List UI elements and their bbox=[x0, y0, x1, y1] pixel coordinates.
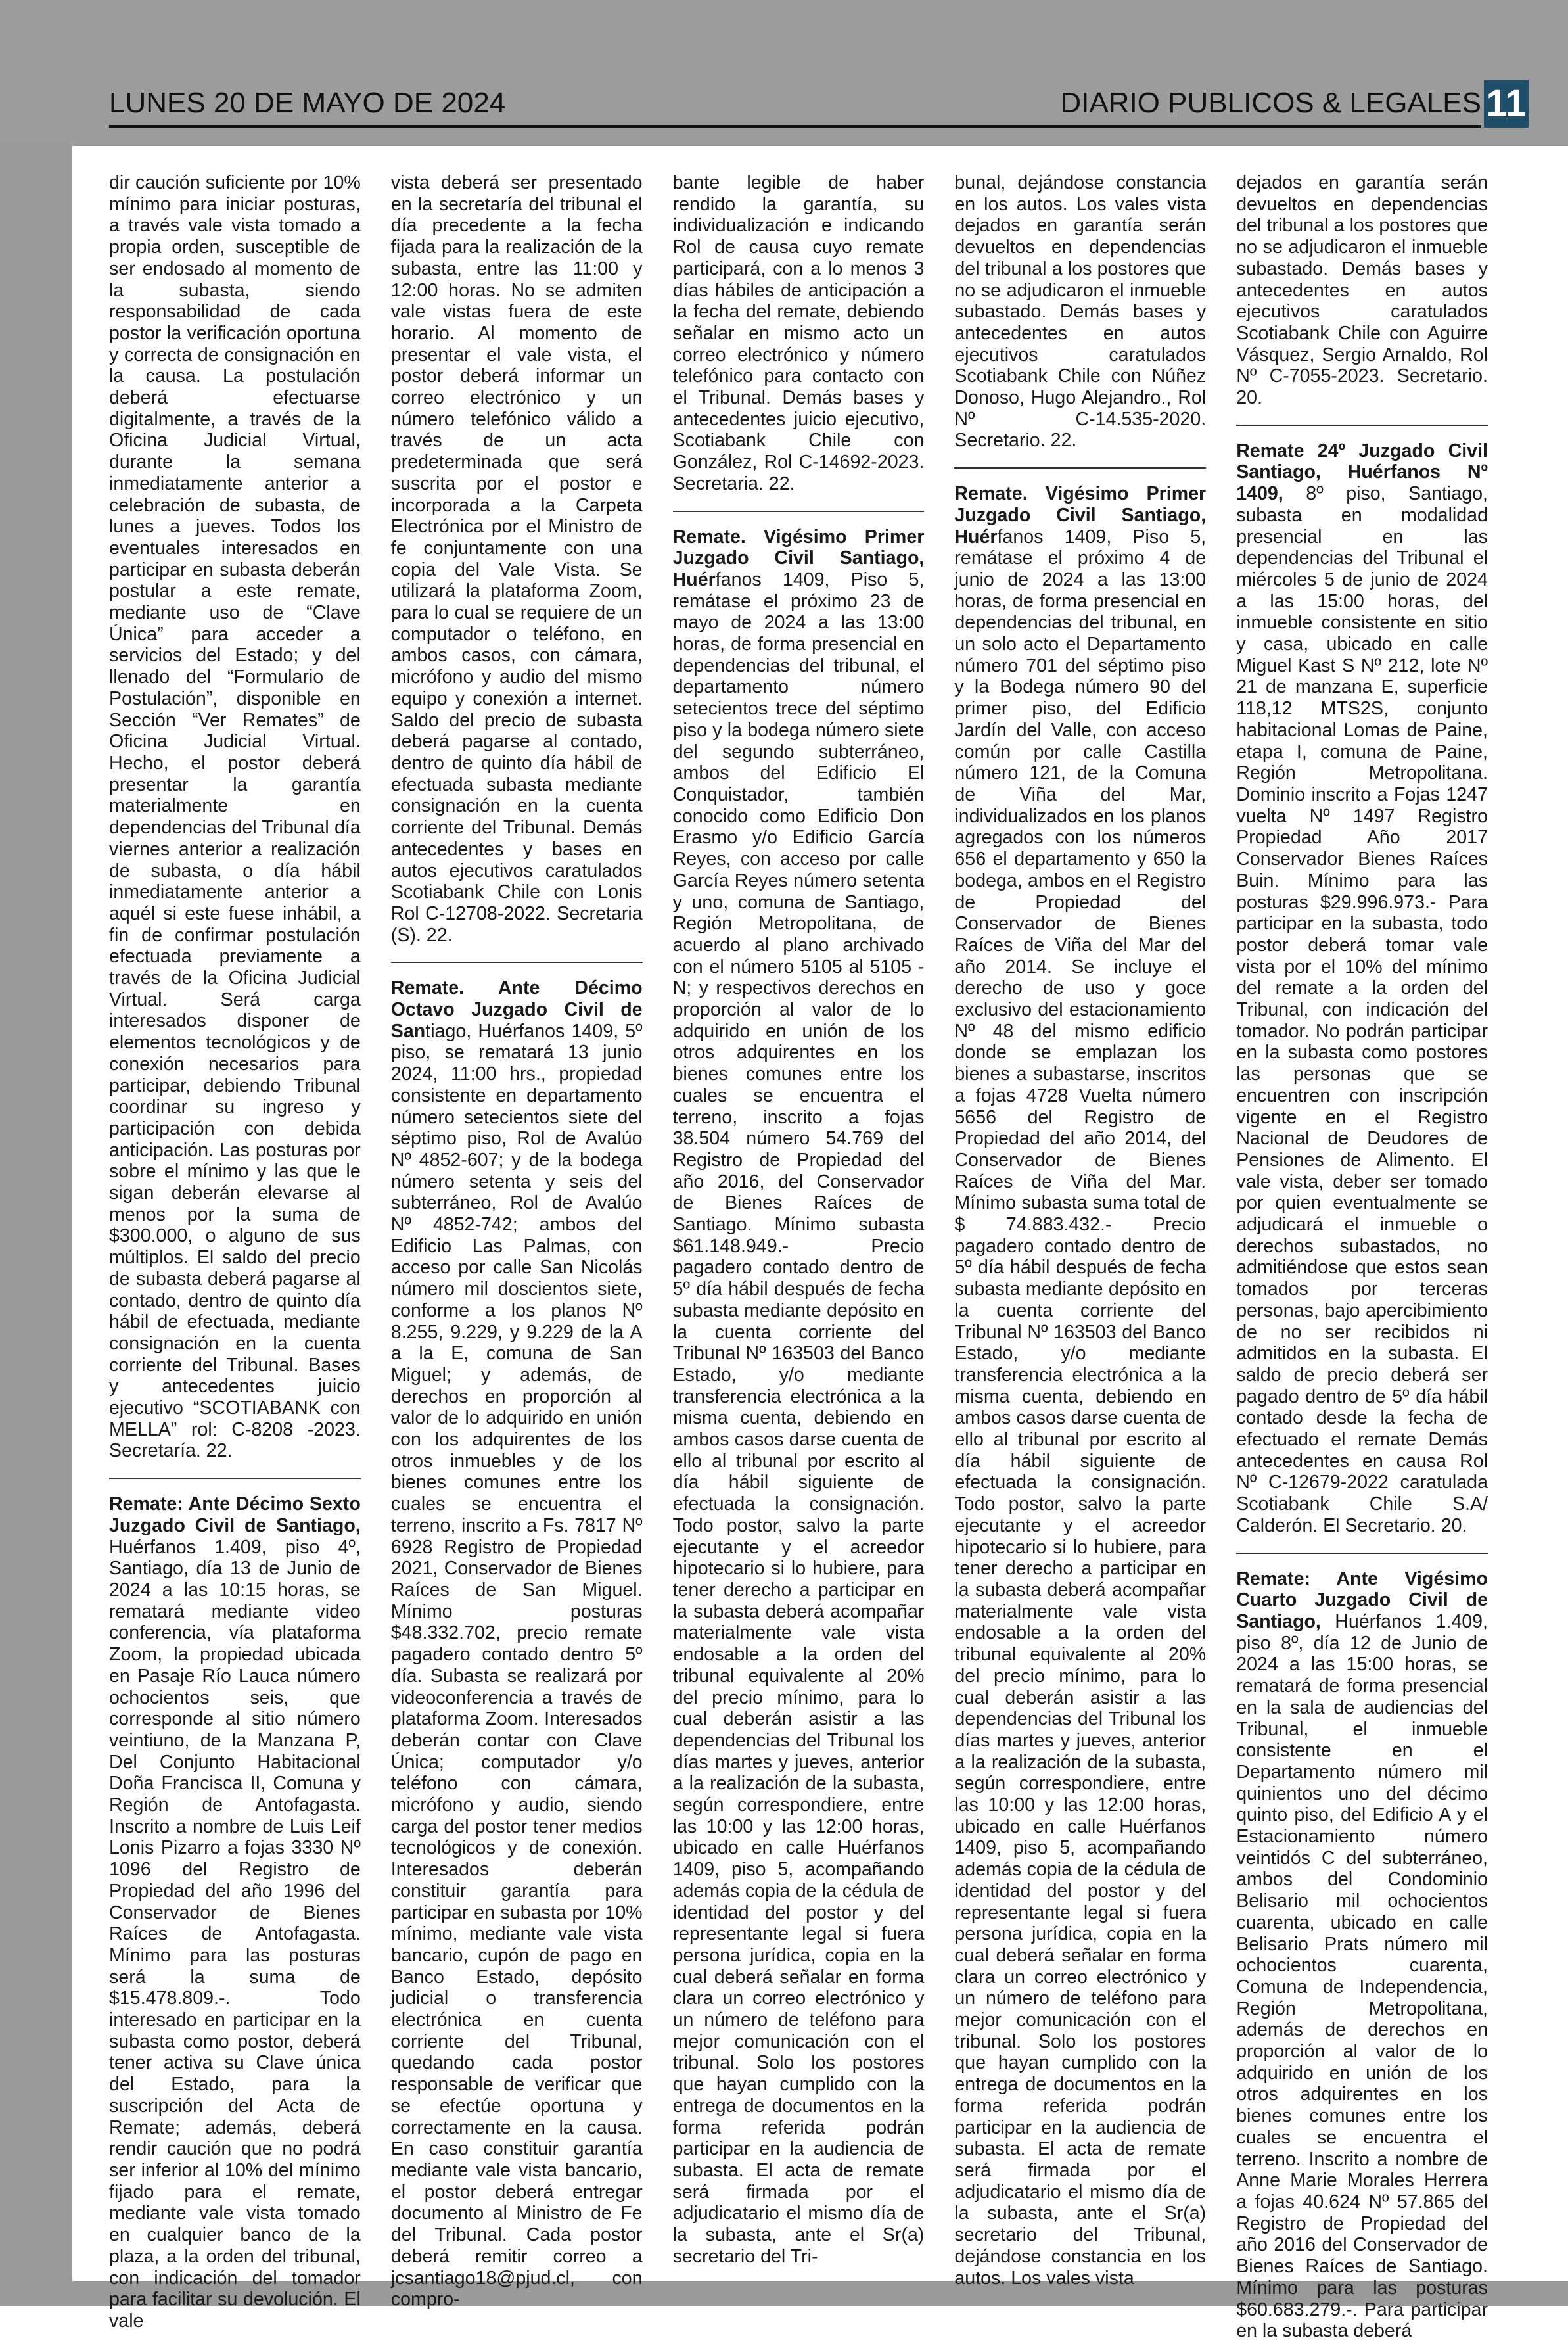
notice-separator bbox=[954, 467, 1206, 469]
notice-body: fanos 1409, Piso 5, remátase el próximo 23 de mayo de 2024 a las 13:00 horas, de forma presencial en dependencias del tribunal, el departamento número setecientos trece del séptimo piso y la bodega número siete del segundo subterráneo, ambos del Edificio El Conquistador, también conocido como Edificio Don Erasmo y/o Edificio García Reyes, con acceso por calle García Reyes número setenta y uno, comuna de Santiago, Región Metropolitana, de acuerdo al plano archivado con el número 5105 al 5105 - N; y respectivos derechos en proporción al valor de lo adquirido en unión de los otros adquirentes en los bienes comunes entre los cuales se encuentra el terreno, inscrito a fojas 38.504 número 54.769 del Registro de Propiedad del año 2016, del Conservador de Bienes Raíces de Santiago. Mínimo subasta $61.148.949.- Precio pagadero contado dentro de 5º día hábil después de fecha subasta mediante depósito en la cuenta corriente del Tribunal Nº 163503 del Banco Estado, y/o mediante transferencia electrónica a la misma cuenta, debiendo en ambos casos darse cuenta de ello al tribunal por escrito al día hábil siguiente de efectuada la consignación. Todo postor, salvo la parte ejecutante y el acreedor hipotecario si lo hubiere, para tener derecho a participar en la subasta deberá acompañar materialmente vale vista endosable a la orden del tribunal equivalente al 20% del precio mínimo, para lo cual deberán asistir a las dependencias del Tribunal los días martes y jueves, anterior a la realización de la subasta, según correspondiere, entre las 10:00 y las 12:00 horas, ubicado en calle Huérfanos 1409, piso 5, acompañando además copia de la cédula de identidad del postor y del representante legal si fuera persona jurídica, copia en la cual deberá señalar en forma clara un correo electrónico y un número de teléfono para mejor comunicación con el tribunal. Solo los postores que hayan cumplido con la entrega de documentos en la forma referida podrán participar en la audiencia de subasta. El acta de remate será firmada por el adjudicatario el mismo día de la subasta, ante el Sr(a) secretario del Tri- bbox=[672, 569, 925, 2267]
notice-body: bante legible de haber rendido la garantía, su individualización e indicando Rol de causa cuyo remate participará, con a lo menos 3 días hábiles de anticipación a la fecha del remate, debiendo señalar en mismo acto un correo electrónico y número telefónico para contacto con el Tribunal. Demás bases y antecedentes juicio ejecutivo, Scotiabank Chile con González, Rol C-14692-2023. Secretaria. 22. bbox=[672, 172, 925, 494]
notice-separator bbox=[1236, 1553, 1488, 1554]
notice-body: Huérfanos 1.409, piso 8º, día 12 de Junio de 2024 a las 15:00 horas, se rematará de forma presencial en la sala de audiencias del Tribunal, el inmueble consistente en el Departamento número mil quinientos uno del décimo quinto piso, del Edificio A y el Estacionamiento número veintidós C del subterráneo, ambos del Condominio Belisario mil ochocientos cuarenta, ubicado en calle Belisario Prats número mil ochocientos cuarenta, Comuna de Independencia, Región Metropolitana, además de derechos en proporción al valor de lo adquirido en unión de los otros adquirentes en los bienes comunes entre los cuales se encuentra el terreno. Inscrito a nombre de Anne Marie Morales Herrera a fojas 40.624 Nº 57.865 del Registro de Propiedad del año 2016 del Conservador de Bienes Raíces de Santiago. Mínimo para las posturas $60.683.279.-. Para participar en la subasta deberá bbox=[1236, 1611, 1488, 2342]
notice-lead: Remate 24º Juzgado Civil Santiago, Huérfanos Nº 1409, bbox=[1236, 440, 1488, 505]
notice-body: fanos 1409, Piso 5, remátase el próximo 4 de junio de 2024 a las 13:00 horas, de forma presencial en dependencias del tribunal, en un solo acto el Departamento número 701 del séptimo piso y la Bodega número 90 del primer piso, del Edificio Jardín del Valle, con acceso común por calle Castilla número 121, de la Comuna de Viña del Mar, individualizados en los planos agregados con los números 656 el departamento y 650 la bodega, ambos en el Registro de Propiedad del Conservador de Bienes Raíces de Viña del Mar del año 2014. Se incluye el derecho de uso y goce exclusivo del estacionamiento Nº 48 del mismo edificio donde se emplazan los bienes a subastarse, inscritos a fojas 4728 Vuelta número 5656 del Registro de Propiedad del año 2014, del Conservador de Bienes Raíces de Viña del Mar. Mínimo subasta suma total de $ 74.883.432.- Precio pagadero contado dentro de 5º día hábil después de fecha subasta mediante depósito en la cuenta corriente del Tribunal Nº 163503 del Banco Estado, y/o mediante transferencia electrónica a la misma cuenta, debiendo en ambos casos darse cuenta de ello al tribunal por escrito al día hábil siguiente de efectuada la consignación. Todo postor, salvo la parte ejecutante y el acreedor hipotecario si lo hubiere, para tener derecho a participar en la subasta deberá acompañar materialmente vale vista endosable a la orden del tribunal equivalente al 20% del precio mínimo, para lo cual deberán asistir a las dependencias del Tribunal los días martes y jueves, anterior a la realización de la subasta, según correspondiere, entre las 10:00 y las 12:00 horas, ubicado en calle Huérfanos 1409, piso 5, acompañando además copia de la cédula de identidad del postor y del representante legal si fuera persona jurídica, copia en la cual deberá señalar en forma clara un correo electrónico y un número de teléfono para mejor comunicación con el tribunal. Solo los postores que hayan cumplido con la entrega de documentos en la forma referida podrán participar en la audiencia de subasta. El acta de remate será firmada por el adjudicatario el mismo día de la subasta, ante el Sr(a) secretario del Tribunal, dejándose constancia en los autos. Los vales vista bbox=[954, 526, 1207, 2289]
legal-notice bbox=[1236, 440, 1488, 1537]
header-rule bbox=[109, 125, 1481, 128]
legal-notice bbox=[673, 527, 925, 2268]
legal-notice bbox=[954, 172, 1206, 452]
column-1 bbox=[109, 172, 361, 2331]
legal-notice bbox=[391, 977, 643, 2310]
legal-notice bbox=[954, 483, 1206, 2289]
notice-separator bbox=[391, 962, 643, 963]
notice-body: vista deberá ser presentado en la secretaría del tribunal el día precedente a la fecha fijada para la realización de la subasta, entre las 11:00 y 12:00 horas. No se admiten vale vistas fuera de este horario. Al momento de presentar el vale vista, el postor deberá informar un correo electrónico y un número telefónico válido a través de un acta predeterminada que será suscrita por el postor e incorporada a la Carpeta Electrónica por el Ministro de fe conjuntamente con una copia del Vale Vista. Se utilizará la plataforma Zoom, para lo cual se requiere de un computador o teléfono, en ambos casos, con cámara, micrófono y audio del mismo equipo y conexión a internet. Saldo del precio de subasta deberá pagarse al contado, dentro de quinto día hábil de efectuada subasta mediante consignación en la cuenta corriente del Tribunal. Demás antecedentes y bases en autos ejecutivos caratulados Scotiabank Chile con Lonis Rol C-12708-2022. Secretaria (S). 22. bbox=[390, 172, 643, 946]
columns-container bbox=[109, 172, 1488, 2342]
column-4 bbox=[954, 172, 1207, 2289]
notice-lead: Remate. Ante Décimo Octavo Juzgado Civil de San bbox=[390, 977, 643, 1042]
notice-body: tiago, Huérfanos 1409, 5º piso, se rematará 13 junio 2024, 11:00 hrs., propiedad consistente en departamento número setecientos siete del séptimo piso, Rol de Avalúo Nº 4852-607; y de la bodega número setenta y seis del subterráneo, Rol de Avalúo Nº 4852-742; ambos del Edificio Las Palmas, con acceso por calle San Nicolás número mil doscientos siete, conforme a los planos Nº 8.255, 9.229, y 9.229 de la A a la E, comuna de San Miguel; y además, de derechos en proporción al valor de lo adquirido en unión con los adquirentes de los otros inmuebles y de los bienes comunes entre los cuales se encuentra el terreno, inscrito a Fs. 7817 Nº 6928 Registro de Propiedad 2021, Conservador de Bienes Raíces de San Miguel. Mínimo posturas $48.332.702, precio remate pagadero contado dentro 5º día. Subasta se realizará por videoconferencia a través de plataforma Zoom. Interesados deberán contar con Clave Única; computador y/o teléfono con cámara, micrófono y audio, siendo carga del postor tener medios tecnológicos y de conexión. Interesados deberán constituir garantía para participar en subasta por 10% mínimo, mediante vale vista bancario, cupón de pago en Banco Estado, depósito judicial o transferencia electrónica en cuenta corriente del Tribunal, quedando cada postor responsable de verificar que se efectúe oportuna y correctamente en la causa. En caso constituir garantía mediante vale vista bancario, el postor deberá entregar documento al Ministro de Fe del Tribunal. Cada postor deberá remitir correo a jcsantiago18@pjud.cl, con compro- bbox=[390, 1020, 643, 2310]
legal-notice bbox=[391, 172, 643, 946]
legal-notice bbox=[1236, 172, 1488, 409]
notice-body: Huérfanos 1.409, piso 4º, Santiago, día 13 de Junio de 2024 a las 10:15 horas, se rematará mediante video conferencia, vía plataforma Zoom, la propiedad ubicada en Pasaje Río Lauca número ochocientos seis, que corresponde al sitio número veintiuno, de la Manzana P, Del Conjunto Habitacional Doña Francisca II, Comuna y Región de Antofagasta. Inscrito a nombre de Luis Leif Lonis Pizarro a fojas 3330 Nº 1096 del Registro de Propiedad del año 1996 del Conservador de Bienes Raíces de Antofagasta. Mínimo para las posturas será la suma de $15.478.809.-. Todo interesado en participar en la subasta como postor, deberá tener activa su Clave única del Estado, para la suscripción del Acta de Remate; además, deberá rendir caución que no podrá ser inferior al 10% del mínimo fijado para el remate, mediante vale vista tomado en cualquier banco de la plaza, a la orden del tribunal, con indicación del tomador para facilitar su devolución. El vale bbox=[109, 1536, 361, 2331]
notice-separator bbox=[1236, 425, 1488, 426]
notice-separator bbox=[673, 511, 925, 512]
notice-lead: Remate. Vigésimo Primer Juzgado Civil Santiago, Huér bbox=[954, 483, 1207, 548]
header-band bbox=[0, 0, 1568, 143]
notice-body: dir caución suficiente por 10% mínimo para iniciar posturas, a través vale vista tomado a propia orden, susceptible de ser endosado al momento de la subasta, siendo responsabilidad de cada postor la verificación oportuna y correcta de consignación en la causa. La postulación deberá efectuarse digitalmente, a través de la Oficina Judicial Virtual, durante la semana inmediatamente anterior a celebración de subasta, de lunes a jueves. Todos los eventuales interesados en participar en subasta deberán postular a este remate, mediante uso de “Clave Única” para acceder a servicios del Estado; y del llenado del “Formulario de Postulación”, disponible en Sección “Ver Remates” de Oficina Judicial Virtual. Hecho, el postor deberá presentar la garantía materialmente en dependencias del Tribunal día viernes anterior a realización de subasta, o día hábil inmediatamente anterior a aquél si este fuese inhábil, a fin de confirmar postulación efectuada previamente a través de la Oficina Judicial Virtual. Será carga interesados disponer de elementos tecnológicos y de conexión necesarios para participar, debiendo Tribunal coordinar su ingreso y participación con debida anticipación. Las posturas por sobre el mínimo y las que le sigan deberán elevarse al menos por la suma de $300.000, o alguno de sus múltiplos. El saldo del precio de subasta deberá pagarse al contado, dentro de quinto día hábil de efectuada, mediante consignación en la cuenta corriente del Tribunal. Bases y antecedentes juicio ejecutivo “SCOTIABANK con MELLA” rol: C-8208 -2023. Secretaría. 22. bbox=[109, 172, 361, 1462]
page-number-badge: 11 bbox=[1484, 80, 1529, 128]
legal-notice bbox=[1236, 1568, 1488, 2342]
notice-body: 8º piso, Santiago, subasta en modalidad presencial en las dependencias del Tribunal el miércoles 5 de junio de 2024 a las 15:00 horas, del inmueble consistente en sitio y casa, ubicado en calle Miguel Kast S Nº 212, lote Nº 21 de manzana E, superficie 118,12 MTS2S, conjunto habitacional Lomas de Paine, etapa I, comuna de Paine, Región Metropolitana. Dominio inscrito a Fojas 1247 vuelta Nº 1497 Registro Propiedad Año 2017 Conservador Bienes Raíces Buin. Mínimo para las posturas $29.996.973.- Para participar en la subasta, todo postor deberá tomar vale vista por el 10% del mínimo del remate a la orden del Tribunal, con indicación del tomador. No podrán participar en la subasta como postores las personas que se encuentren con inscripción vigente en el Registro Nacional de Deudores de Pensiones de Alimento. El vale vista, deber ser tomado por quien eventualmente se adjudicará el inmueble o derechos subastados, no admitiéndose que estos sean tomados por terceras personas, bajo apercibimiento de no ser recibidos ni admitidos en la subasta. El saldo de precio deberá ser pagado dentro de 5º día hábil contado desde la fecha de efectuado el remate Demás antecedentes en causa Rol Nº C-12679-2022 caratulada Scotiabank Chile S.A/ Calderón. El Secretario. 20. bbox=[1236, 483, 1488, 1536]
notice-lead: Remate. Vigésimo Primer Juzgado Civil Santiago, Huér bbox=[672, 526, 925, 590]
notice-body: bunal, dejándose constancia en los autos. Los vales vista dejados en garantía serán devueltos en dependencias del tribunal a los postores que no se adjudicaron el inmueble subastado. Demás bases y antecedentes en autos ejecutivos caratulados Scotiabank Chile con Núñez Donoso, Hugo Alejandro., Rol Nº C-14.535-2020. Secretario. 22. bbox=[954, 172, 1207, 452]
notice-separator bbox=[109, 1478, 361, 1479]
legal-notice bbox=[673, 172, 925, 495]
column-3 bbox=[672, 172, 925, 2267]
header-publication: DIARIO PUBLICOS & LEGALES bbox=[1060, 87, 1481, 119]
notice-lead: Remate: Ante Décimo Sexto Juzgado Civil de Santiago, bbox=[109, 1493, 361, 1536]
legal-notice bbox=[109, 1493, 361, 2331]
column-2 bbox=[390, 172, 643, 2310]
legal-notice bbox=[109, 172, 361, 1462]
notice-lead: Remate: Ante Vigésimo Cuarto Juzgado Civil de Santiago, bbox=[1236, 1568, 1488, 1632]
column-5 bbox=[1236, 172, 1488, 2342]
header-date: LUNES 20 DE MAYO DE 2024 bbox=[109, 87, 506, 119]
notice-body: dejados en garantía serán devueltos en dependencias del tribunal a los postores que no se adjudicaron el inmueble subastado. Demás bases y antecedentes en autos ejecutivos caratulados Scotiabank Chile con Aguirre Vásquez, Sergio Arnaldo, Rol Nº C-7055-2023. Secretario. 20. bbox=[1236, 172, 1488, 409]
